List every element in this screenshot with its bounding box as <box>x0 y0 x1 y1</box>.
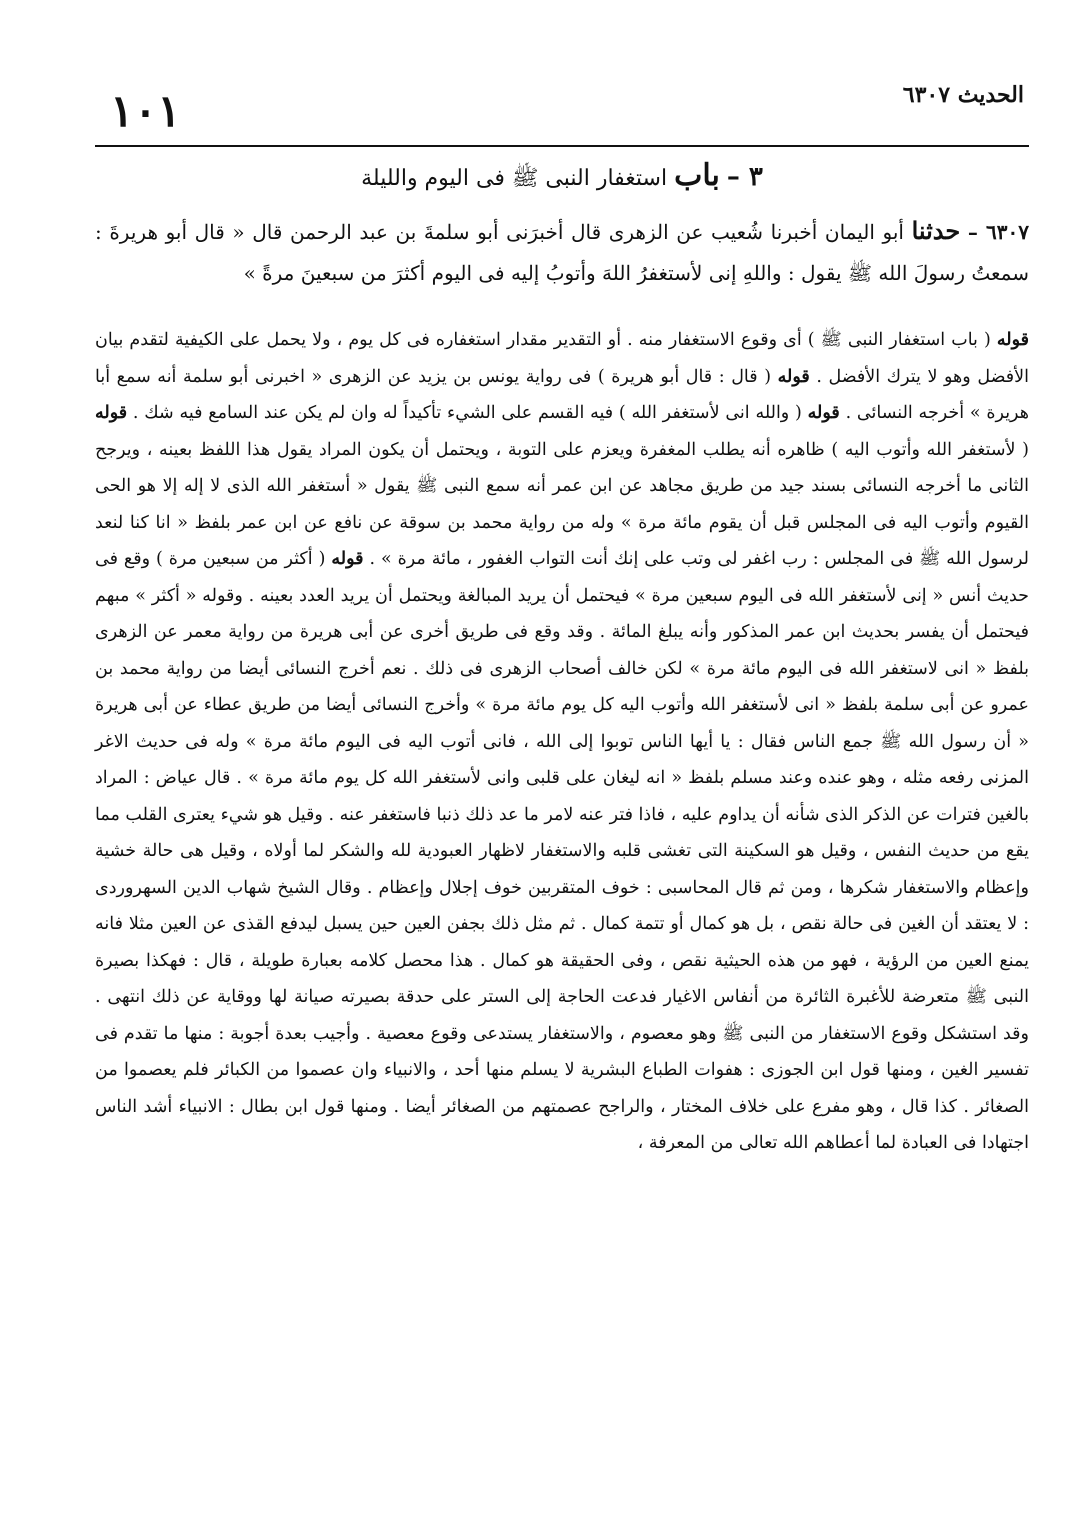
commentary-segment: ( لأستغفر الله وأتوب اليه ) ظاهره أنه يطلب المغفرة ويعزم على التوبة ، ويحتمل أن يكون المراد يقول هذا اللفظ بعينه ، ويرجح الثانى ما أخرجه النسائى بسند جيد من طريق مجاهد عن ابن عمر أنه سمع النبى ﷺ يقول « أستغفر الله الذى لا إله إلا هو الحى القيوم وأتوب اليه فى المجلس قبل أن يقوم مائة مرة » وله من رواية محمد بن سوقة عن نافع عن ابن عمر بلفظ « انا كنا لنعد لرسول الله ﷺ فى المجلس : رب اغفر لى وتب على إنك أنت التواب الغفور ، مائة مرة » . <box>95 439 1029 569</box>
qawluhu-label: قوله <box>996 330 1029 350</box>
commentary-segment: ( قال : قال أبو هريرة ) فى رواية يونس بن يزيد عن الزهرى « اخبرنى أبو سلمة أنه سمع أبا هريرة » أخرجه النسائى . <box>95 366 1029 423</box>
qawluhu-label: قوله <box>95 403 128 423</box>
chapter-number: ٣ – <box>726 162 763 192</box>
qawluhu-label: قوله <box>807 403 840 423</box>
hadith-text <box>95 210 1029 294</box>
chapter-title: استغفار النبى ﷺ فى اليوم والليلة <box>361 166 668 191</box>
hadith-number: ٦٣٠٧ – <box>967 220 1029 244</box>
qawluhu-label: قوله <box>777 366 810 387</box>
page-header <box>100 82 1024 142</box>
header-rule <box>95 145 1029 147</box>
running-head: الحديث ٦٣٠٧ <box>902 82 1024 108</box>
commentary-segment: ( أكثر من سبعين مرة ) وقع فى حديث أنس « إنى لأستغفر الله فى اليوم سبعين مرة » فيحتمل أن يريد المبالغة ويحتمل أن يريد العدد بعينه . وقوله « أكثر » مبهم فيحتمل أن يفسر بحديث ابن عمر المذكور وأنه يبلغ المائة . وقد وقع فى طريق أخرى عن أبى هريرة من رواية معمر عن الزهرى بلفظ « انى لاستغفر الله فى اليوم مائة مرة » لكن خالف أصحاب الزهرى فى ذلك . نعم أخرج النسائى أيضا من رواية محمد بن عمرو عن أبى سلمة بلفظ « انى لأستغفر الله وأتوب اليه كل يوم مائة مرة » وأخرج النسائى أيضا من طريق عطاء عن أبى هريرة « أن رسول الله ﷺ جمع الناس فقال : يا أيها الناس توبوا إلى الله ، فانى أتوب اليه فى اليوم مائة مرة » وله فى حديث الاغر المزنى رفعه مثله ، وهو عنده وعند مسلم بلفظ « انه ليغان على قلبى وانى لأستغفر الله كل يوم مائة مرة » . قال عياض : المراد بالغين فترات عن الذكر الذى شأنه أن يداوم عليه ، فاذا فتر عنه لامر ما عد ذلك ذنبا فاستغفر عنه . وقيل هو شيء يعترى القلب مما يقع من حديث النفس ، وقيل هو السكينة التى تغشى قلبه والاستغفار لاظهار العبودية لله والشكر لما أولاه ، وقيل هى حالة خشية وإعظام والاستغفار شكرها ، ومن ثم قال المحاسبى : خوف المتقربين خوف إجلال وإعظام . وقال الشيخ شهاب الدين السهروردى : لا يعتقد أن الغين فى حالة نقص ، بل هو كمال أو تتمة كمال . ثم مثل ذلك بجفن العين حين يسبل ليدفع القذى عن العين مثلا فانه يمنع العين من الرؤية ، فهو من هذه الحيثية نقص ، وفى الحقيقة هو كمال . هذا محصل كلامه بعبارة طويلة ، قال : فهكذا بصيرة النبى ﷺ متعرضة للأغبرة الثائرة من أنفاس الاغيار فدعت الحاجة إلى الستر على حدقة بصيرته صيانة لها ووقاية عن ذلك انتهى . وقد استشكل وقوع الاستغفار من النبى ﷺ وهو معصوم ، والاستغفار يستدعى وقوع معصية . وأجيب بعدة أجوبة : منها ما تقدم فى تفسير الغين ، ومنها قول ابن الجوزى : هفوات الطباع البشرية لا يسلم منها أحد ، والانبياء وان عصموا من الكبائر فلم يعصموا من الصغائر . كذا قال ، وهو مفرع على خلاف المختار ، والراجح عصمتهم من الصغائر أيضا . ومنها قول ابن بطال : الانبياء أشد الناس اجتهادا فى العبادة لما أعطاهم الله تعالى من المعرفة ، <box>95 549 1029 1153</box>
commentary-segment: ( والله انى لأستغفر الله ) فيه القسم على الشيء تأكيداً له وان لم يكن عند السامع فيه شك . <box>132 403 802 423</box>
chapter-heading <box>95 158 1029 204</box>
hadith-haddatha: حدثنا <box>911 216 961 245</box>
commentary <box>95 322 1029 1162</box>
page-number: ١٠١ <box>110 86 181 137</box>
qawluhu-label: قوله <box>331 549 364 569</box>
hadith-body: أبو اليمان أخبرنا شُعيب عن الزهرى قال أخبرَنى أبو سلمةَ بن عبد الرحمن قال « قال أبو هريرةَ : سمعتُ رسولَ الله ﷺ يقول : واللهِ إنى لأستغفرُ اللهَ وأتوبُ إليه فى اليوم أكثرَ من سبعينَ مرةً » <box>95 220 1029 285</box>
commentary-segment: ( باب استغفار النبى ﷺ ) أى وقوع الاستغفار منه . أو التقدير مقدار استغفاره فى كل يوم ، ولا يحمل على الكيفية لتقدم بيان الأفضل وهو لا يترك الأفضل . <box>95 330 1029 387</box>
chapter-word: باب <box>674 158 720 193</box>
